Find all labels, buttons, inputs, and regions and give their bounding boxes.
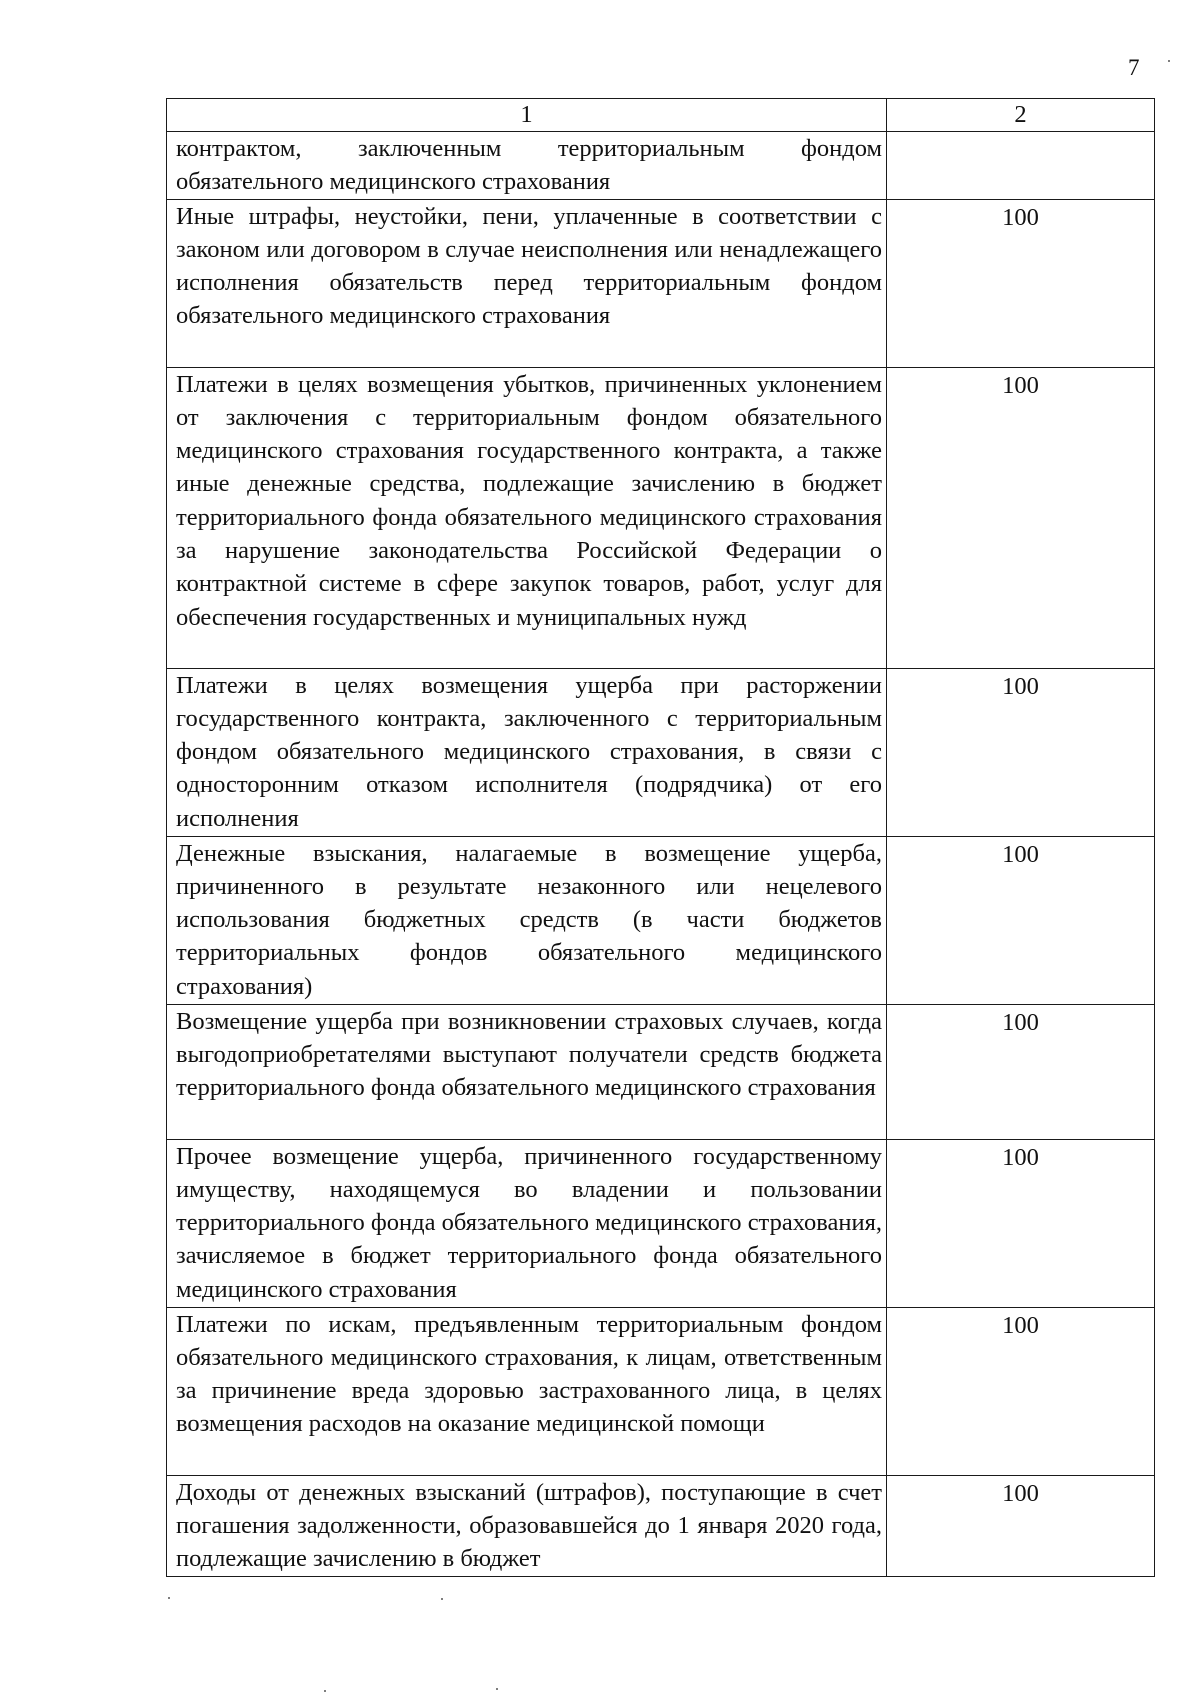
- row-description: Платежи в целях возмещения убытков, причиненных уклонением от заключения с территориальным фондом обязательного медицинского страхования государственного контракта, а также иные денежные средства, подлежащие зачислению в бюджет территориального фонда обязательного медицинского страхования за нарушение законодательства Российской Федерации о контрактной системе в сфере закупок товаров, работ, услуг для обеспечения государственных и муниципальных нужд: [176, 370, 882, 631]
- table-row: [167, 1139, 1155, 1307]
- row-description: Возмещение ущерба при возникновении страховых случаев, когда выгодоприобретателями выступают получатели средств бюджета территориального фонда обязательного медицинского страхования: [176, 1007, 882, 1102]
- row-value-cell: [887, 1004, 1155, 1139]
- row-description-cell: [167, 668, 887, 836]
- row-description-cell: [167, 836, 887, 1004]
- row-value-cell: [887, 668, 1155, 836]
- row-value: 100: [1002, 1008, 1039, 1036]
- row-value: 100: [1002, 1143, 1039, 1171]
- row-value-cell: [887, 1307, 1155, 1475]
- row-description-cell: [167, 132, 887, 200]
- row-value: 100: [1002, 203, 1039, 231]
- table-row: [167, 836, 1155, 1004]
- table-row: [167, 132, 1155, 200]
- row-description: Платежи в целях возмещения ущерба при расторжении государственного контракта, заключенного с территориальным фондом обязательного медицинского страхования, в связи с односторонним отказом исполнителя (подрядчика) от его исполнения: [176, 671, 882, 832]
- scan-speck: [168, 1597, 170, 1599]
- row-value: 100: [1002, 840, 1039, 868]
- row-description: Прочее возмещение ущерба, причиненного государственному имуществу, находящемуся во владении и пользовании территориального фонда обязательного медицинского страхования, зачисляемое в бюджет территориального фонда обязательного медицинского страхования: [176, 1142, 882, 1303]
- row-description: Доходы от денежных взысканий (штрафов), поступающие в счет погашения задолженности, образовавшейся до 1 января 2020 года, подлежащие зачислению в бюджет: [176, 1478, 882, 1573]
- row-description: контрактом, заключенным территориальным фондом обязательного медицинского страхования: [176, 135, 882, 196]
- table-row: [167, 367, 1155, 668]
- row-description: Платежи по искам, предъявленным территориальным фондом обязательного медицинского страхования, к лицам, ответственным за причинение вреда здоровью застрахованного лица, в целях возмещения расходов на оказание медицинской помощи: [176, 1310, 882, 1438]
- table-row: [167, 668, 1155, 836]
- row-value-cell: [887, 199, 1155, 367]
- row-value: 100: [1002, 1479, 1039, 1507]
- row-value-cell: [887, 1139, 1155, 1307]
- row-description: Иные штрафы, неустойки, пени, уплаченные в соответствии с законом или договором в случае неисполнения или ненадлежащего исполнения обязательств перед территориальным фондом обязательного медицинского страхования: [176, 202, 882, 330]
- row-description-cell: [167, 1307, 887, 1475]
- row-value-cell: [887, 836, 1155, 1004]
- scan-speck: [441, 1598, 443, 1600]
- row-value-cell: [887, 132, 1155, 200]
- column-header-1: 1: [167, 99, 887, 132]
- table-row: [167, 1004, 1155, 1139]
- row-value-cell: [887, 367, 1155, 668]
- row-value: 100: [1002, 1311, 1039, 1339]
- revenue-table: [166, 98, 1155, 1577]
- row-description: Денежные взыскания, налагаемые в возмещение ущерба, причиненного в результате незаконного или нецелевого использования бюджетных средств (в части бюджетов территориальных фондов обязательного медицинского страхования): [176, 839, 882, 1000]
- row-description-cell: [167, 1139, 887, 1307]
- table-row: [167, 199, 1155, 367]
- row-value: [887, 132, 1154, 133]
- scan-speck: [496, 1688, 498, 1690]
- scan-speck: [324, 1690, 326, 1692]
- row-value-cell: [887, 1475, 1155, 1576]
- row-value: 100: [1002, 371, 1039, 399]
- scan-speck: [1168, 60, 1170, 62]
- page-number: 7: [1128, 55, 1140, 80]
- column-header-2: 2: [887, 99, 1155, 132]
- row-description-cell: [167, 1004, 887, 1139]
- row-value: 100: [1002, 672, 1039, 700]
- row-description-cell: [167, 1475, 887, 1576]
- row-description-cell: [167, 367, 887, 668]
- table-row: [167, 1307, 1155, 1475]
- table-header-row: [167, 99, 1155, 132]
- table-row: [167, 1475, 1155, 1576]
- row-description-cell: [167, 199, 887, 367]
